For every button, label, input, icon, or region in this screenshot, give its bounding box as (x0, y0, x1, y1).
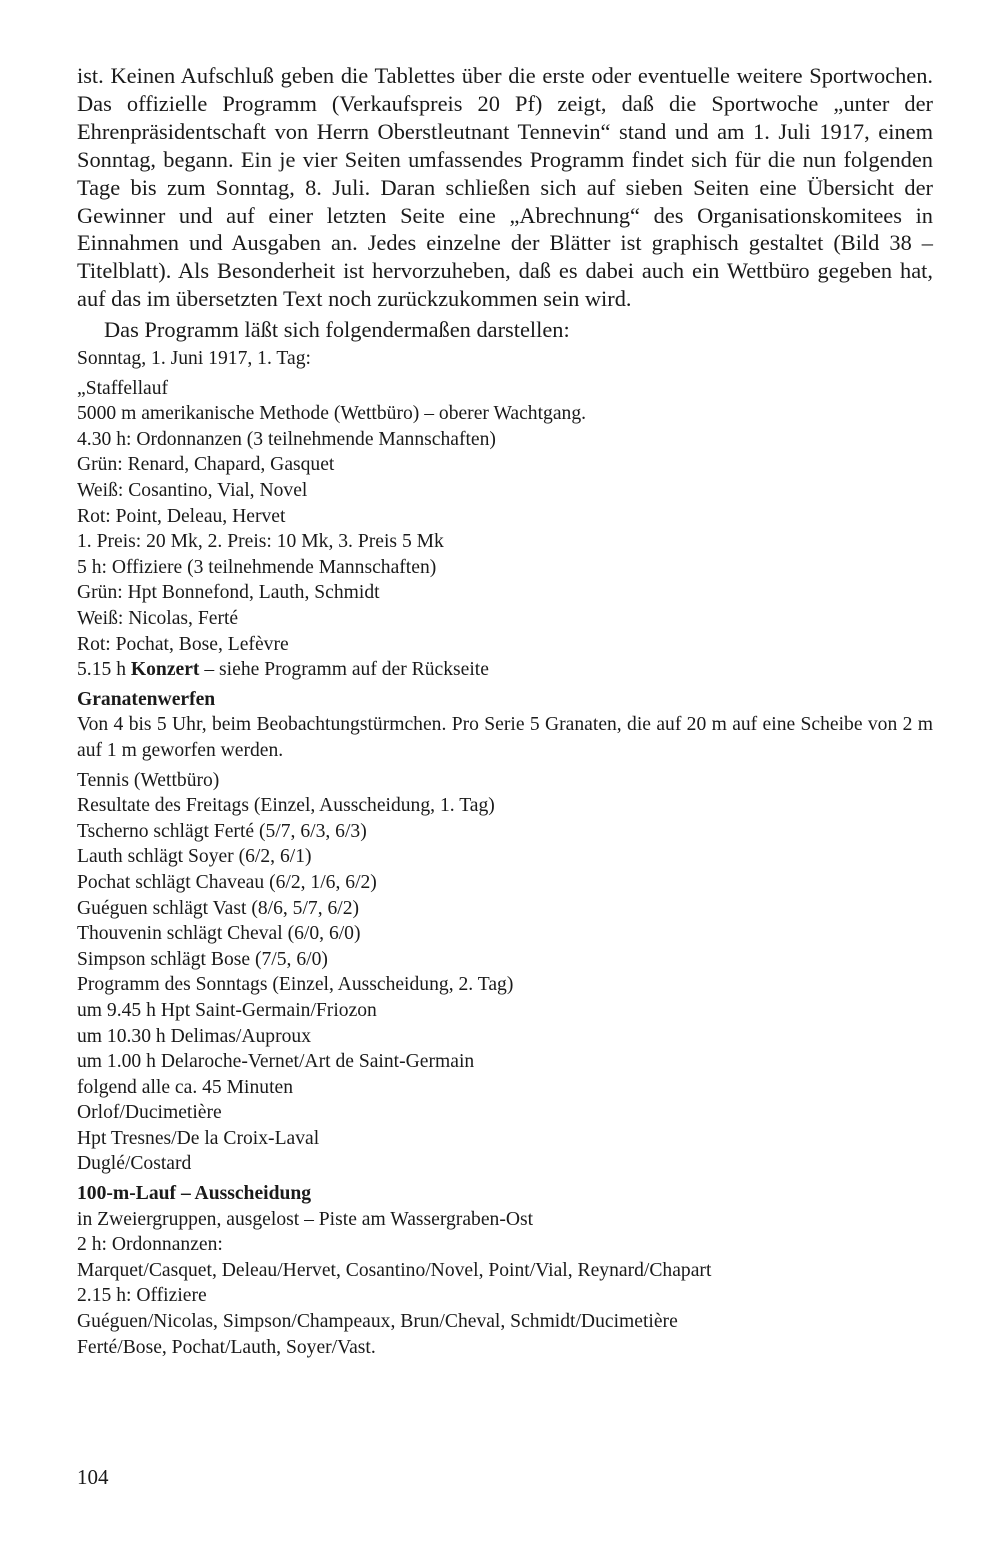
relay-ordonnanzen-time: 4.30 h: Ordonnanzen (3 teilnehmende Mannschaften) (77, 428, 496, 450)
grenade-section (77, 687, 933, 764)
tennis-sunday-match: Duglé/Costard (77, 1153, 192, 1175)
tennis-friday-heading: Resultate des Freitags (Einzel, Ausscheidung, 1. Tag) (77, 795, 495, 817)
sprint-ordonnanzen-pairs: Marquet/Casquet, Deleau/Hervet, Cosantino/Novel, Point/Vial, Reynard/Chapart (77, 1259, 712, 1281)
tennis-section (77, 768, 933, 1178)
relay-section (77, 376, 933, 658)
relay-title: „Staffellauf (77, 377, 169, 399)
intro-paragraph: ist. Keinen Aufschluß geben die Tablettes über die erste oder eventuelle weitere Sportwochen. Das offizielle Programm (Verkaufspreis 20 Pf) zeigt, daß die Sportwoche „unter der Ehrenpräsidentschaft von Herrn Oberstleutnant Tennevin“ stand und am 1. Juli 1917, einem Sonntag, begann. Ein je vier Seiten umfassendes Programm findet sich für die nun folgenden Tage bis zum Sonntag, 8. Juli. Daran schließen sich auf sieben Seiten eine Übersicht der Gewinner und auf einer letzten Seite eine „Abrechnung“ des Organisationskomitees in Einnahmen und Ausgaben an. Jedes einzelne der Blätter ist graphisch gestaltet (Bild 38 – Titelblatt). Als Besonderheit ist hervorzuheben, daß es dabei auch ein Wettbüro gegeben hat, auf das im übersetzten Text noch zurückzukommen sein wird. (77, 63, 933, 312)
concert-time: 5.15 h (77, 659, 126, 681)
tennis-sunday-match: um 1.00 h Delaroche-Vernet/Art de Saint-Germain (77, 1051, 475, 1073)
tennis-sunday-match: Orlof/Ducimetière (77, 1102, 222, 1124)
concert-rest: – siehe Programm auf der Rückseite (204, 659, 489, 681)
tennis-result: Lauth schlägt Soyer (6/2, 6/1) (77, 846, 312, 868)
tennis-sunday-match: um 9.45 h Hpt Saint-Germain/Friozon (77, 999, 377, 1021)
tennis-sunday-match: um 10.30 h Delimas/Auproux (77, 1025, 312, 1047)
relay-officers-white: Weiß: Nicolas, Ferté (77, 608, 239, 629)
day-heading: Sonntag, 1. Juni 1917, 1. Tag: (77, 348, 311, 370)
sprint-description: in Zweiergruppen, ausgelost – Piste am Wassergraben-Ost (77, 1208, 534, 1230)
relay-ordonnanzen-white: Weiß: Cosantino, Vial, Novel (77, 480, 308, 502)
sprint-ordonnanzen-time: 2 h: Ordonnanzen: (77, 1234, 223, 1256)
relay-ordonnanzen-green: Grün: Renard, Chapard, Gasquet (77, 454, 335, 476)
page-body (77, 62, 933, 1360)
tennis-sunday-match: folgend alle ca. 45 Minuten (77, 1076, 294, 1098)
relay-description: 5000 m amerikanische Methode (Wettbüro) – oberer Wachtgang. (77, 403, 587, 425)
grenade-title: Granatenwerfen (77, 688, 216, 710)
relay-officers-time: 5 h: Offiziere (3 teilnehmende Mannschaften) (77, 556, 437, 578)
page-number: 104 (77, 1465, 109, 1489)
tennis-result: Pochat schlägt Chaveau (6/2, 1/6, 6/2) (77, 871, 377, 893)
tennis-result: Tscherno schlägt Ferté (5/7, 6/3, 6/3) (77, 820, 367, 842)
relay-officers-green: Grün: Hpt Bonnefond, Lauth, Schmidt (77, 582, 380, 604)
tennis-result: Thouvenin schlägt Cheval (6/0, 6/0) (77, 923, 361, 945)
tennis-sunday-match: Hpt Tresnes/De la Croix-Laval (77, 1127, 320, 1149)
concert-title: Konzert (130, 659, 200, 681)
tennis-result: Guéguen schlägt Vast (8/6, 5/7, 6/2) (77, 897, 360, 919)
tennis-sunday-heading: Programm des Sonntags (Einzel, Ausscheidung, 2. Tag) (77, 974, 514, 996)
relay-ordonnanzen-red: Rot: Point, Deleau, Hervet (77, 505, 286, 527)
tennis-result: Simpson schlägt Bose (7/5, 6/0) (77, 948, 328, 970)
programme-intro: Das Programm läßt sich folgendermaßen darstellen: (104, 317, 570, 343)
sprint-section (77, 1181, 933, 1360)
sprint-officers-pairs: Guéguen/Nicolas, Simpson/Champeaux, Brun/Cheval, Schmidt/Ducimetière (77, 1311, 678, 1333)
concert-line (77, 657, 933, 683)
sprint-officers-pairs: Ferté/Bose, Pochat/Lauth, Soyer/Vast. (77, 1336, 376, 1358)
sprint-title: 100-m-Lauf – Ausscheidung (77, 1183, 312, 1205)
relay-prizes: 1. Preis: 20 Mk, 2. Preis: 10 Mk, 3. Preis 5 Mk (77, 531, 444, 553)
sprint-officers-time: 2.15 h: Offiziere (77, 1285, 207, 1307)
grenade-description: Von 4 bis 5 Uhr, beim Beobachtungstürmchen. Pro Serie 5 Granaten, die auf 20 m auf eine Scheibe von 2 m auf 1 m geworfen werden. (77, 714, 933, 761)
relay-officers-red: Rot: Pochat, Bose, Lefèvre (77, 633, 289, 655)
tennis-title: Tennis (Wettbüro) (77, 769, 220, 791)
